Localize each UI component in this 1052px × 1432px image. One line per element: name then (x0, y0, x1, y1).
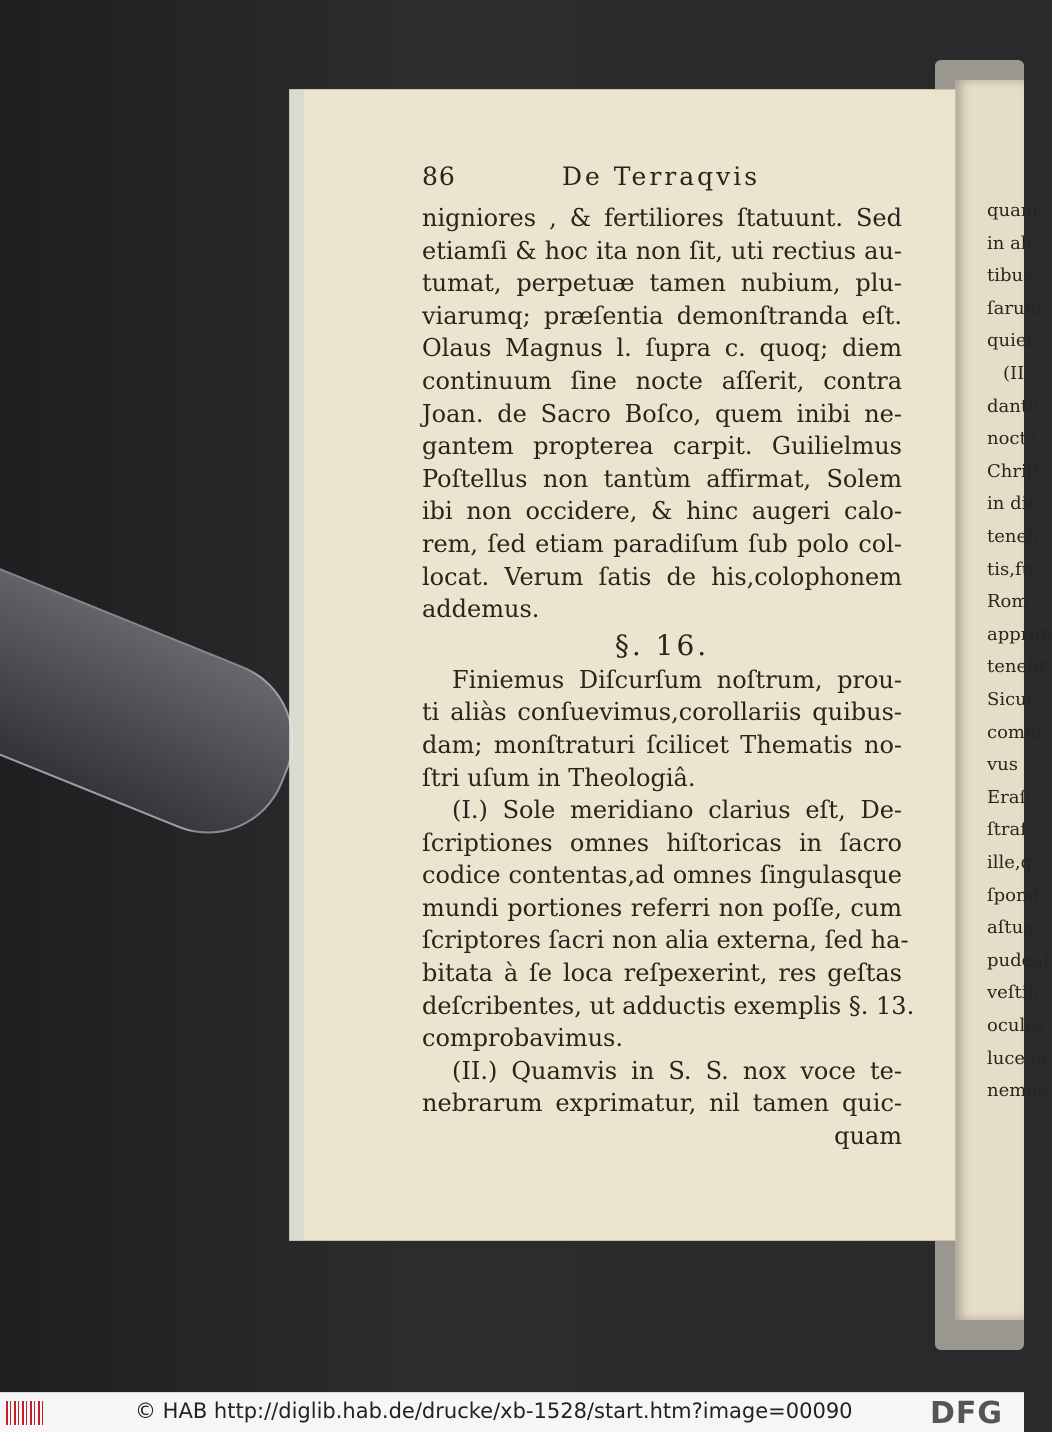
paragraph-top (422, 202, 902, 626)
text-line: deſcribentes, ut adductis exemplis §. 13. (422, 991, 915, 1020)
text-line: ſcriptiones omnes hiſtoricas in ſacro (422, 828, 902, 857)
facing-page-line: dantu (987, 395, 1040, 417)
facing-page-line: comeſ (987, 721, 1043, 743)
text-line: etiamſi & hoc ita non ſit, uti rectius au- (422, 236, 902, 265)
text-line: comprobavimus. (422, 1024, 623, 1053)
text-line: dam; monſtraturi ſcilicet Thematis no- (422, 730, 902, 759)
text-line: ibi non occidere, & hinc augeri calo- (422, 497, 902, 526)
footer-bar (0, 1392, 1024, 1432)
facing-page-line: ille,q (987, 852, 1033, 873)
page-text-block (422, 162, 915, 1153)
text-line: tumat, perpetuæ tamen nubium, plu- (422, 269, 902, 298)
facing-page-line: nemus (987, 1080, 1048, 1102)
text-line: viarumq; præſentia demonſtranda eſt. (422, 301, 902, 330)
text-line: ſcriptores ſacri non alia externa, ſed ha- (422, 926, 909, 955)
facing-page-line: Sicut (987, 689, 1034, 710)
facing-page-line: vus , (987, 754, 1030, 776)
text-line: gantem propterea carpit. Guilielmus (422, 432, 902, 461)
paragraph-section (422, 664, 915, 1153)
facing-page-line: quam (987, 200, 1038, 221)
facing-page-line: tibus, (987, 265, 1039, 287)
facing-page-line: approp (987, 623, 1052, 645)
copyright-url[interactable]: © HAB http://diglib.hab.de/drucke/xb-1528/start.htm?image=00090 (135, 1399, 853, 1423)
catchword: quam (834, 1122, 902, 1151)
facing-page-line: pudeat (987, 949, 1051, 971)
facing-page-line: veſtib (987, 982, 1039, 1004)
text-line: Olaus Magnus l. ſupra c. quoq; diem (422, 334, 902, 363)
text-line: continuum ſine nocte aſſerit, contra (422, 366, 902, 395)
facing-page-line: Rom (987, 591, 1029, 613)
facing-page-line: in die (987, 493, 1039, 515)
facing-page-line: ſarum (987, 297, 1042, 319)
text-line: locat. Verum ſatis de his,colophonem (422, 562, 902, 591)
facing-page-line: in ali (987, 232, 1033, 254)
facing-page (955, 80, 1052, 1320)
facing-page-line: ſpond (987, 884, 1040, 906)
text-line: addemus. (422, 595, 540, 624)
running-title: De Terraqvis (562, 162, 761, 191)
text-line: (II.) Quamvis in S. S. nox voce te- (452, 1056, 902, 1085)
dfg-logo: DFG (930, 1396, 1004, 1431)
page-number: 86 (422, 162, 456, 191)
running-head (422, 162, 902, 202)
text-line: (I.) Sole meridiano clarius eſt, De- (452, 796, 902, 825)
facing-page-line: Chriſt (987, 460, 1041, 482)
text-line: nigniores , & fertiliores ſtatuunt. Sed (422, 204, 902, 232)
facing-page-line: Eraſi (987, 786, 1032, 808)
text-line: Finiemus Diſcurſum noſtrum, prou- (452, 665, 902, 694)
facing-page-line: teneb (987, 526, 1039, 547)
facing-page-line: quieſ (987, 330, 1034, 352)
text-line: rem, ſed etiam paradiſum ſub polo col- (422, 529, 902, 558)
text-line: Poſtellus non tantùm affirmat, Solem (422, 464, 902, 493)
text-line: mundi portiones referri non poſſe, cum (422, 893, 902, 922)
facing-page-line: aſtug (987, 917, 1035, 939)
text-line: ti aliàs conſuevimus,corollariis quibus- (422, 698, 902, 727)
facing-page-line: tis,fu (987, 558, 1034, 580)
facing-page-line: oculos (987, 1015, 1046, 1036)
text-line: ſtri uſum in Theologiâ. (422, 763, 696, 792)
text-line: nebrarum exprimatur, nil tamen quic- (422, 1089, 902, 1118)
facing-page-line: luce ja (987, 1047, 1048, 1069)
facing-page-line: tenebr (987, 656, 1048, 678)
section-heading: §. 16. (614, 628, 710, 662)
text-line: codice contentas,ad omnes ſingulasque (422, 861, 902, 890)
barcode-icon (6, 1401, 46, 1425)
facing-page-line: (II (1003, 363, 1025, 384)
facing-page-line: nocte (987, 428, 1038, 450)
text-line: Joan. de Sacro Boſco, quem inibi ne- (422, 399, 902, 428)
facing-page-line: ſtraf (987, 819, 1027, 841)
text-line: bitata à ſe loca reſpexerint, res geſtas (422, 959, 902, 988)
book-page (290, 90, 955, 1240)
